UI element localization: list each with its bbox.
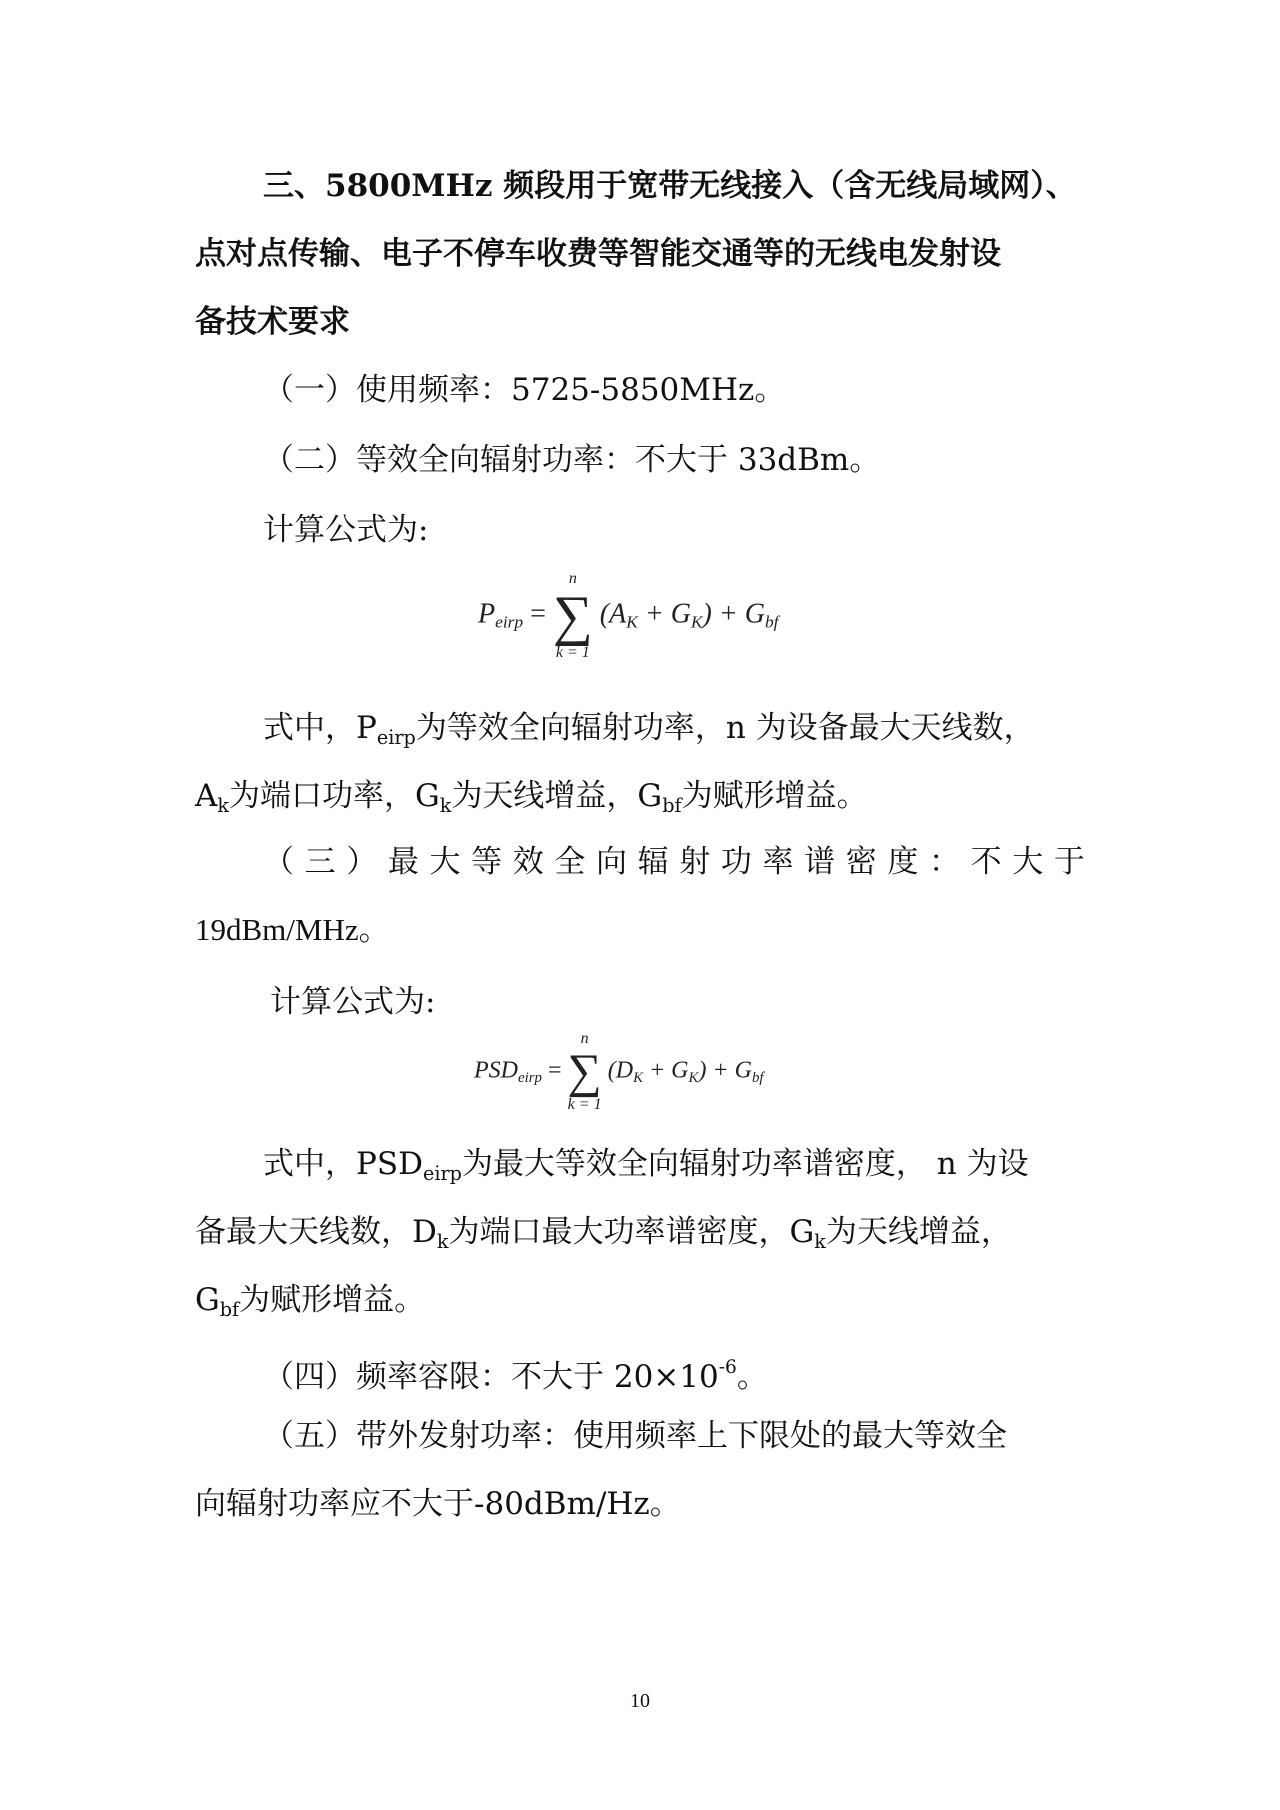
- formula-psd-lhs: PSD: [474, 1057, 518, 1084]
- formula-intro-1: 计算公式为:: [263, 512, 429, 548]
- item-out-of-band-line-1: （五）带外发射功率：使用频率上下限处的最大等效全: [263, 1418, 1007, 1454]
- explain-psd-line-3: [195, 1280, 1095, 1330]
- item-max-psd-char: 效: [512, 844, 544, 880]
- explain-eirp-text-a: 式中，P: [263, 710, 377, 746]
- formula-eirp-term-close: ) + G: [702, 598, 765, 630]
- formula-eirp: [478, 570, 779, 662]
- section-heading-line-3: 备技术要求: [195, 304, 350, 340]
- formula-psd-summation: [568, 1030, 602, 1114]
- explain-psd-port-psd: 为端口最大功率谱密度，G: [448, 1214, 815, 1250]
- explain-eirp-ak: A: [195, 778, 218, 814]
- item-max-psd-char: 度: [887, 844, 919, 880]
- formula-psd-term-close: ) + G: [698, 1057, 752, 1084]
- explain-eirp-antenna-gain: 为天线增益，G: [451, 778, 663, 814]
- formula-psd-sum-sign: ∑: [567, 1045, 602, 1098]
- formula-psd-term-plus: + G: [642, 1057, 689, 1084]
- explain-psd-gbf-sub: bf: [219, 1297, 240, 1321]
- item-frequency-tolerance: [263, 1348, 1163, 1397]
- explain-psd-line-1: [263, 1144, 1163, 1194]
- explain-eirp-shaping-gain: 为赋形增益。: [681, 778, 868, 814]
- formula-eirp-sum-bottom: k = 1: [555, 644, 590, 661]
- explain-eirp-gbf-sub: bf: [662, 793, 682, 817]
- formula-eirp-sum-sign: ∑: [552, 585, 593, 647]
- section-heading-line-1: 三、5800MHz 频段用于宽带无线接入（含无线局域网）、: [263, 168, 1077, 204]
- explain-eirp-gk-sub: k: [439, 793, 452, 817]
- formula-psd-sum-bottom: k = 1: [567, 1096, 602, 1113]
- explain-eirp-text-b: 为等效全向辐射功率，n 为设备最大天线数，: [415, 710, 1035, 746]
- formula-eirp-term-plus: + G: [637, 598, 691, 630]
- item-usage-frequency: （一）使用频率：5725-5850MHz。: [263, 372, 786, 408]
- formula-psd-sum-top: n: [580, 1030, 589, 1047]
- item-max-psd-char: 于: [1053, 844, 1085, 880]
- formula-eirp-tail-sub: bf: [765, 612, 779, 632]
- explain-eirp-line-1: [263, 708, 1163, 758]
- section-heading-line-2: 点对点传输、电子不停车收费等智能交通等的无线电发射设: [195, 236, 1001, 272]
- formula-eirp-term-g-sub: K: [690, 612, 703, 632]
- item-frequency-tolerance-text: （四）频率容限：不大于 20×10: [263, 1358, 719, 1395]
- item-max-psd-char: 大: [429, 844, 461, 880]
- formula-psd-lhs-sub: eirp: [518, 1069, 542, 1086]
- formula-eirp-summation: [553, 570, 593, 662]
- formula-intro-2: 计算公式为:: [270, 984, 436, 1020]
- explain-psd-line-2: [195, 1212, 1095, 1262]
- item-max-psd-char: 向: [596, 844, 627, 880]
- item-max-psd-char: 三: [304, 844, 336, 880]
- explain-psd-gk-sub: k: [814, 1229, 826, 1253]
- item-max-psd-char: 最: [387, 844, 419, 880]
- explain-psd-text-a: 式中，PSD: [263, 1146, 423, 1182]
- formula-eirp-term-open: (A: [599, 598, 627, 630]
- item-frequency-tolerance-end: 。: [736, 1358, 768, 1395]
- item-max-psd-char: 大: [1012, 844, 1044, 880]
- item-max-psd-char: ：: [929, 844, 960, 880]
- explain-psd-dk: 备最大天线数，D: [195, 1214, 437, 1250]
- item-max-psd-char: （: [263, 844, 294, 880]
- formula-psd-term-open: (D: [607, 1057, 634, 1084]
- item-max-psd-char: 密: [845, 844, 877, 880]
- page-number: 10: [630, 1690, 650, 1712]
- explain-eirp-port-power: 为端口功率，G: [229, 778, 440, 814]
- item-max-psd-char: 射: [679, 844, 711, 880]
- item-max-psd-char: 不: [970, 844, 1002, 880]
- formula-eirp-sum-top: n: [568, 570, 577, 587]
- item-max-psd-line-1: [263, 842, 1085, 882]
- explain-psd-sub: eirp: [422, 1161, 462, 1185]
- explain-eirp-line-2: [195, 776, 1095, 826]
- item-max-psd-char: 全: [554, 844, 586, 880]
- explain-psd-text-b: 为最大等效全向辐射功率谱密度， n 为设: [461, 1146, 1029, 1182]
- item-max-psd-char: 功: [720, 844, 752, 880]
- explain-eirp-sub: eirp: [376, 725, 416, 749]
- explain-psd-gbf: G: [195, 1282, 220, 1318]
- explain-psd-shaping-gain: 为赋形增益。: [239, 1282, 426, 1318]
- item-frequency-tolerance-exponent: -6: [718, 1357, 737, 1378]
- formula-psd-tail-sub: bf: [751, 1069, 764, 1086]
- formula-psd: [474, 1030, 764, 1114]
- item-max-psd-char: ）: [346, 844, 378, 880]
- formula-eirp-lhs-sub: eirp: [495, 612, 524, 632]
- formula-psd-equals: =: [547, 1057, 562, 1084]
- explain-psd-antenna-gain: 为天线增益，: [825, 1214, 1012, 1250]
- explain-psd-dk-sub: k: [436, 1229, 449, 1253]
- formula-eirp-lhs: P: [478, 598, 496, 630]
- formula-eirp-equals: =: [530, 598, 546, 630]
- item-max-psd-char: 率: [762, 844, 794, 880]
- item-max-psd-char: 辐: [637, 844, 669, 880]
- formula-psd-term-d-sub: K: [633, 1069, 643, 1086]
- item-out-of-band-line-2: 向辐射功率应不大于-80dBm/Hz。: [195, 1486, 681, 1522]
- item-max-psd-char: 等: [471, 844, 503, 880]
- item-eirp-limit: （二）等效全向辐射功率：不大于 33dBm。: [263, 442, 881, 478]
- explain-eirp-ak-sub: k: [217, 793, 230, 817]
- formula-eirp-term-a-sub: K: [626, 612, 638, 632]
- item-max-psd-line-2: 19dBm/MHz。: [195, 912, 390, 947]
- item-max-psd-char: 谱: [804, 844, 836, 880]
- formula-psd-term-g-sub: K: [688, 1069, 699, 1086]
